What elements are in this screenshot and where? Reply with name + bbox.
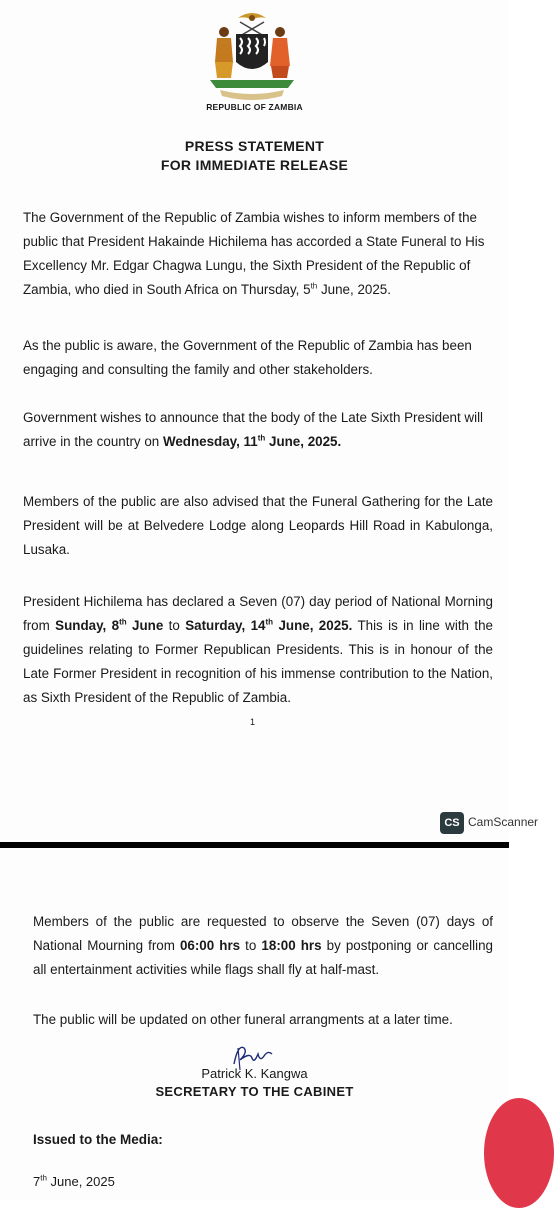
- camscanner-watermark: CamScanner: [468, 815, 539, 829]
- document-title: PRESS STATEMENT: [184, 138, 325, 154]
- issue-date: 7th June, 2025: [33, 1173, 115, 1189]
- coat-of-arms-icon: [200, 6, 304, 102]
- paragraph-funeral-gathering: Members of the public are also advised that the Funeral Gathering for the Late President will be at Belvedere Lodge along Leopards Hill Road in Kabulonga, Lusaka.: [23, 494, 493, 557]
- document-page-2: [0, 848, 509, 1200]
- paragraph-mourning-hours: Members of the public are requested to observe the Seven (07) days of National Mourning from 06:00 hrs to 18:00 hrs by postponing or cancelling all entertainment activities while flags shall fly at half-mast.: [33, 914, 493, 977]
- page-number: 1: [250, 717, 256, 727]
- document-subtitle: FOR IMMEDIATE RELEASE: [160, 157, 349, 173]
- signatory-name: Patrick K. Kangwa: [201, 1066, 308, 1081]
- paragraph-state-funeral: The Government of the Republic of Zambia wishes to inform members of the public that President Hakainde Hichilema has accorded a State Funeral to His Excellency Mr. Edgar Chagwa Lungu, the Sixth President of the Republic of Zambia, who died in South Africa on Thursday, 5th June, 2025.: [23, 210, 485, 297]
- paragraph-arrival: Government wishes to announce that the body of the Late Sixth President will arrive in the country on Wednesday, 11th June, 2025.: [23, 410, 484, 449]
- republic-label: REPUBLIC OF ZAMBIA: [206, 102, 303, 112]
- paragraph-consultation: As the public is aware, the Government of the Republic of Zambia has been engaging and consulting the family and other stakeholders.: [23, 338, 472, 377]
- floating-action-button[interactable]: [484, 1098, 554, 1208]
- signatory-title: SECRETARY TO THE CABINET: [155, 1084, 354, 1099]
- paragraph-updates: The public will be updated on other funeral arrangments at a later time.: [33, 1012, 453, 1027]
- camscanner-logo-icon: CS: [440, 812, 464, 834]
- issued-label: Issued to the Media:: [33, 1132, 163, 1147]
- paragraph-national-mourning: President Hichilema has declared a Seven (07) day period of National Morning from Sunday, 8th June to Saturday, 14th June, 2025. This is in line with the guidelines relating to Former Republican Presidents. This is in honour of the Late Former President in recognition of his immense contribution to the Nation, as Sixth President of the Republic of Zambia.: [23, 594, 493, 705]
